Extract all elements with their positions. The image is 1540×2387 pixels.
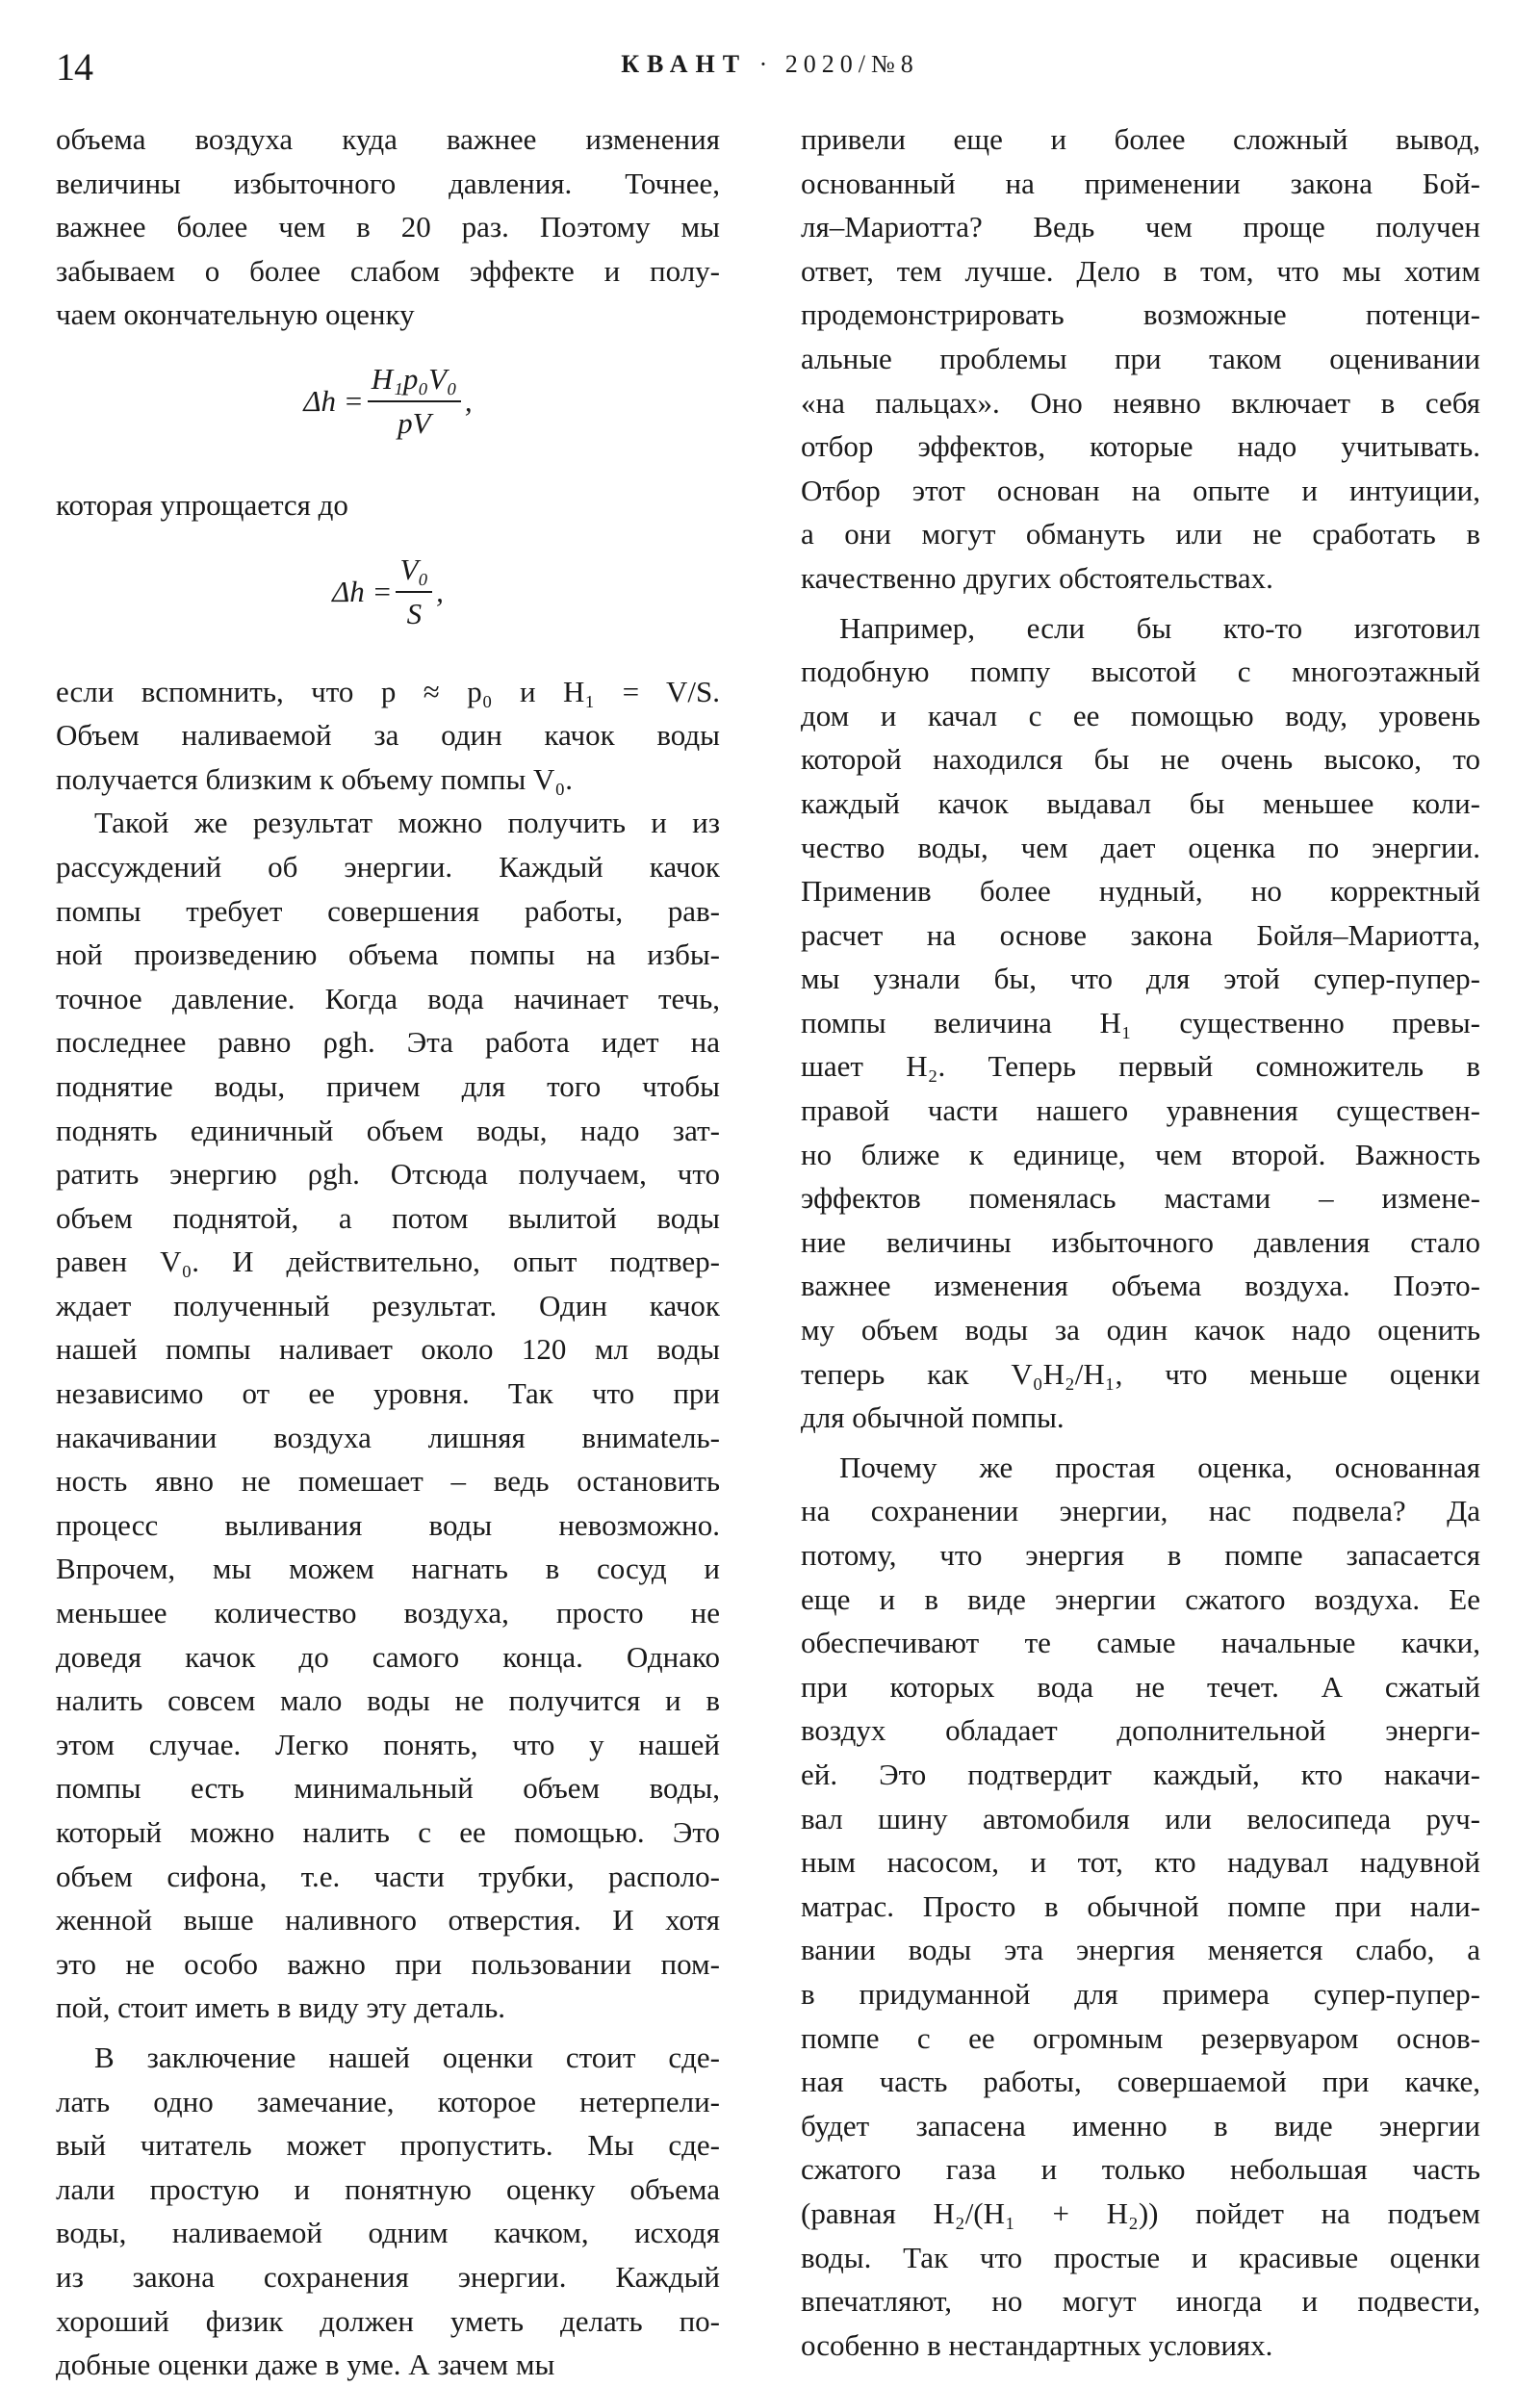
equation-punctuation: ,	[464, 384, 473, 419]
equation	[56, 337, 720, 483]
text-line: забываем о более слабом эффекте и полу-	[56, 253, 720, 288]
paragraph	[801, 117, 1480, 601]
text-line: а они могут обмануть или не сработать в	[801, 517, 1480, 552]
text-line: из закона сохранения энергии. Каждый	[56, 2259, 720, 2294]
text-line: дом и качал с ее помощью воду, уровень	[801, 698, 1480, 732]
text-line: Объем наливаемой за один качок воды	[56, 718, 720, 753]
equation	[56, 527, 720, 670]
text-line: помпы величина H₁ существенно превы-	[801, 1005, 1480, 1040]
equation-lhs: Δh =	[332, 574, 393, 608]
text-line: лать одно замечание, которое нетерпели-	[56, 2084, 720, 2118]
text-line: рассуждений об энергии. Каждый качок	[56, 849, 720, 884]
text-line: процесс выливания воды невозможно.	[56, 1507, 720, 1542]
text-line: обеспечивают те самые начальные качки,	[801, 1626, 1480, 1660]
text-line: вании воды эта энергия меняется слабо, а	[801, 1933, 1480, 1967]
text-line: впечатляют, но могут иногда и подвести,	[801, 2284, 1480, 2319]
text-line: налить совсем мало воды не получится и в	[56, 1683, 720, 1718]
equation-punctuation: ,	[436, 574, 444, 608]
text-line: отбор эффектов, которые надо учитывать.	[801, 429, 1480, 464]
text-line: привели еще и более сложный вывод,	[801, 122, 1480, 156]
text-line: (равная H₂/(H₁ + H₂)) пойдет на подъем	[801, 2195, 1480, 2230]
text-line: качественно других обстоятельствах.	[801, 560, 1273, 595]
text-line: подобную помпу высотой с многоэтажный	[801, 654, 1480, 689]
denominator: pV	[398, 405, 431, 440]
text-line: если вспомнить, что p ≈ p₀ и H₁ = V/S.	[56, 674, 720, 708]
text-line: воды. Так что простые и красивые оценки	[801, 2240, 1480, 2274]
text-line: для обычной помпы.	[801, 1400, 1065, 1435]
text-line: нашей помпы наливает около 120 мл воды	[56, 1332, 720, 1367]
text-line: Отбор этот основан на опыте и интуиции,	[801, 473, 1480, 507]
text-line: хороший физик должен уметь делать по-	[56, 2303, 720, 2338]
text-line: мы узнали бы, что для этой супер-пупер-	[801, 962, 1480, 996]
text-line: объема воздуха куда важнее изменения	[56, 122, 720, 156]
text-line: накачивании воздуха лишняя внимatель-	[56, 1420, 720, 1454]
text-line: при которых вода не течет. А сжатый	[801, 1669, 1480, 1704]
text-line: которая упрощается до	[56, 487, 348, 522]
text-line: объем сифона, т.е. части трубки, располо-	[56, 1859, 720, 1893]
paragraph	[56, 2036, 720, 2387]
text-line: лали простую и понятную оценку объема	[56, 2171, 720, 2206]
text-line: вал шину автомобиля или велосипеда руч-	[801, 1801, 1480, 1835]
right-column	[801, 117, 1480, 2367]
magazine-title: КВАНТ	[621, 50, 748, 78]
text-line: равен V₀. И действительно, опыт подтвер-	[56, 1245, 720, 1279]
text-line: меньшее количество воздуха, просто не	[56, 1596, 720, 1630]
text-line: в придуманной для примера супер-пупер-	[801, 1976, 1480, 2011]
text-line: воды, наливаемой одним качком, исходя	[56, 2216, 720, 2250]
paragraph	[801, 606, 1480, 1440]
fraction	[396, 549, 432, 635]
paragraph	[801, 1446, 1480, 2367]
text-line: помпы есть минимальный объем воды,	[56, 1771, 720, 1806]
text-line: «на пальцах». Оно неявно включает в себя	[801, 385, 1480, 420]
text-line: доведя качок до самого конца. Однако	[56, 1639, 720, 1674]
equation-lhs: Δh =	[303, 384, 364, 419]
text-line: еще и в виде энергии сжатого воздуха. Ее	[801, 1581, 1480, 1616]
text-line: ратить энергию ρgh. Отсюда получаем, что	[56, 1157, 720, 1192]
text-line: Применив более нудный, но корректный	[801, 874, 1480, 909]
text-line: правой части нашего уравнения существен-	[801, 1093, 1480, 1128]
text-line: ей. Это подтвердит каждый, кто накачи-	[801, 1757, 1480, 1791]
text-line: эффектов поменялась мастами – измене-	[801, 1181, 1480, 1216]
text-line: независимо от ее уровня. Так что при	[56, 1376, 720, 1411]
text-line: расчет на основе закона Бойля–Мариотта,	[801, 917, 1480, 952]
text-line: женной выше наливного отверстия. И хотя	[56, 1903, 720, 1938]
text-line: продемонстрировать возможные потенци-	[801, 297, 1480, 332]
text-line: но ближе к единице, чем второй. Важность	[801, 1137, 1480, 1171]
text-line: Почему же простая оценка, основанная	[839, 1450, 1480, 1484]
text-line: чество воды, чем дает оценка по энергии.	[801, 830, 1480, 864]
text-line: который можно налить с ее помощью. Это	[56, 1815, 720, 1849]
text-line: Например, если бы кто-то изготовил	[839, 610, 1480, 645]
text-line: воздух обладает дополнительной энерги-	[801, 1713, 1480, 1748]
text-line: ной произведению объема помпы на избы-	[56, 937, 720, 972]
text-line: Такой же результат можно получить и из	[94, 806, 720, 840]
text-line: сжатого газа и только небольшая часть	[801, 2152, 1480, 2187]
text-line: будет запасена именно в виде энергии	[801, 2108, 1480, 2143]
text-line: ля–Мариотта? Ведь чем проще получен	[801, 210, 1480, 244]
issue-number: 2020/№8	[784, 50, 919, 78]
paragraph	[56, 117, 720, 337]
running-header	[0, 50, 1540, 79]
text-line: поднять единичный объем воды, надо зат-	[56, 1113, 720, 1147]
text-line: ние величины избыточного давления стало	[801, 1224, 1480, 1259]
text-line: альные проблемы при таком оценивании	[801, 341, 1480, 375]
text-line: важнее изменения объема воздуха. Поэто-	[801, 1269, 1480, 1303]
text-line: вый читатель может пропустить. Мы сде-	[56, 2128, 720, 2163]
page-number: 14	[56, 45, 92, 89]
text-line: теперь как V₀H₂/H₁, что меньше оценки	[801, 1356, 1480, 1391]
text-line: последнее равно ρgh. Эта работа идет на	[56, 1025, 720, 1060]
header-separator: ·	[758, 50, 774, 78]
text-line: особенно в нестандартных условиях.	[801, 2327, 1273, 2362]
text-line: поднятие воды, причем для того чтобы	[56, 1068, 720, 1103]
text-line: потому, что энергия в помпе запасается	[801, 1538, 1480, 1572]
text-line: ждает полученный результат. Один качок	[56, 1288, 720, 1322]
paragraph	[56, 670, 720, 802]
text-line: на сохранении энергии, нас подвела? Да	[801, 1494, 1480, 1528]
text-line: ным насосом, и тот, кто надувал надувной	[801, 1845, 1480, 1880]
numerator: H₁p₀V₀	[368, 358, 461, 402]
text-line: матрас. Просто в обычной помпе при нали-	[801, 1888, 1480, 1923]
text-line: пой, стоит иметь в виду эту деталь.	[56, 1990, 506, 2025]
text-line: В заключение нашей оценки стоит сде-	[94, 2040, 720, 2074]
paragraph	[56, 801, 720, 2030]
text-line: чаем окончательную оценку	[56, 297, 415, 332]
text-line: каждый качок выдавал бы меньшее коли-	[801, 785, 1480, 820]
text-line: величины избыточного давления. Точнее,	[56, 166, 720, 200]
text-line: этом случае. Легко понять, что у нашей	[56, 1727, 720, 1761]
left-column	[56, 117, 720, 2387]
text-line: ность явно не помешает – ведь остановить	[56, 1464, 720, 1499]
text-line: которой находился бы не очень высоко, то	[801, 742, 1480, 777]
fraction	[368, 358, 461, 445]
text-line: точное давление. Когда вода начинает течь,	[56, 981, 720, 1015]
text-line: помпе с ее огромным резервуаром основ-	[801, 2020, 1480, 2055]
numerator: V₀	[396, 549, 432, 593]
text-line: ответ, тем лучше. Дело в том, что мы хотим	[801, 253, 1480, 288]
text-line: основанный на применении закона Бой-	[801, 166, 1480, 200]
text-line: получается близким к объему помпы V₀.	[56, 761, 573, 796]
text-line: это не особо важно при пользовании пом-	[56, 1946, 720, 1981]
text-line: важнее более чем в 20 раз. Поэтому мы	[56, 210, 720, 244]
text-line: шает H₂. Теперь первый сомножитель в	[801, 1049, 1480, 1084]
denominator: S	[406, 596, 423, 630]
text-line: Впрочем, мы можем нагнать в сосуд и	[56, 1552, 720, 1586]
text-line: ная часть работы, совершаемой при качке,	[801, 2065, 1480, 2099]
text-line: добные оценки даже в уме. А зачем мы	[56, 2348, 555, 2382]
text-line: помпы требует совершения работы, рав-	[56, 893, 720, 928]
text-line: объем поднятой, а потом вылитой воды	[56, 1200, 720, 1235]
text-line: му объем воды за один качок надо оценить	[801, 1313, 1480, 1348]
paragraph	[56, 483, 720, 527]
